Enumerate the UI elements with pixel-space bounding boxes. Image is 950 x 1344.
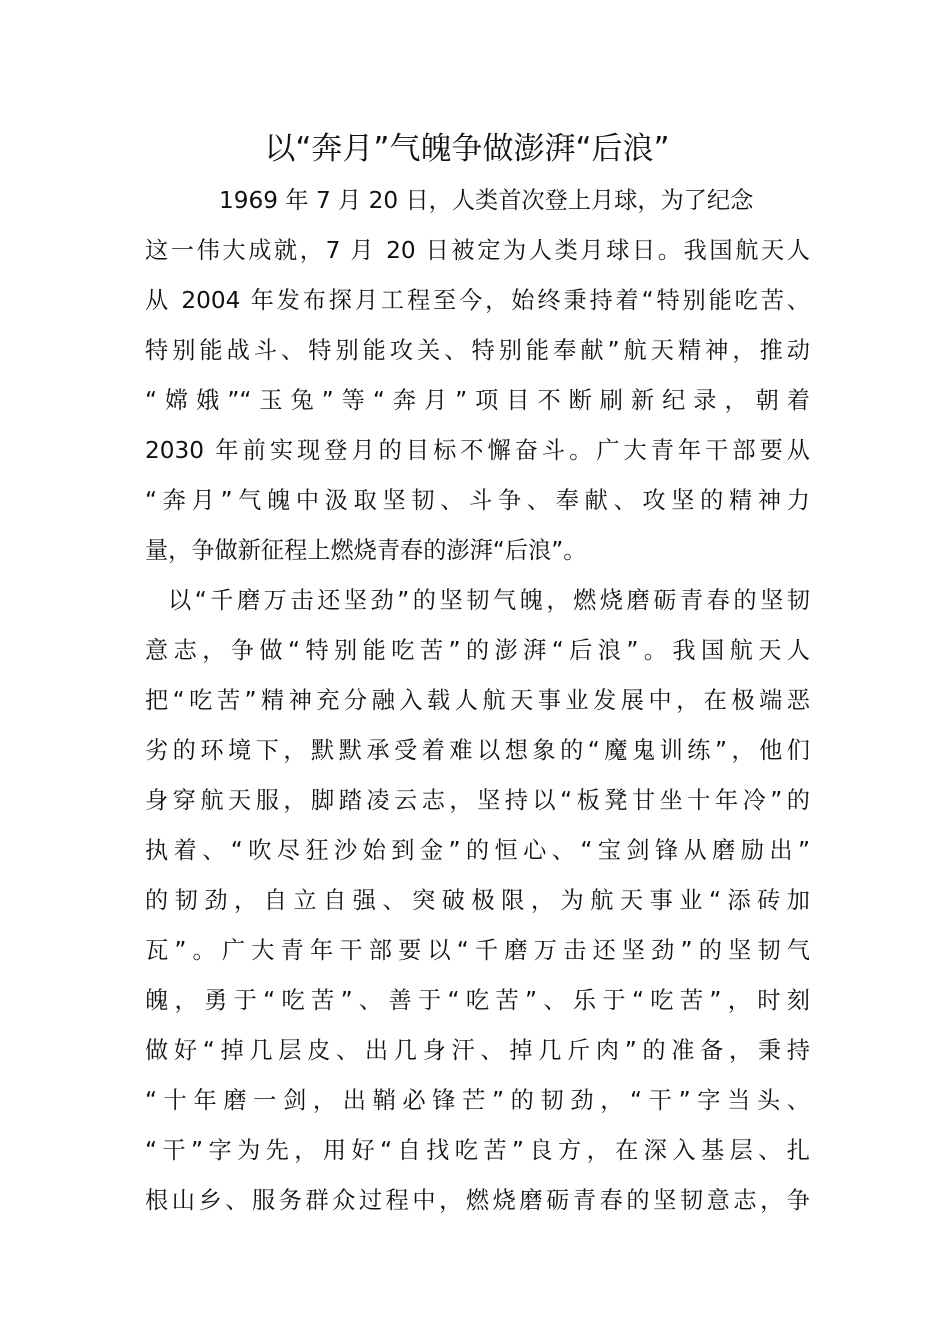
paragraph-line: 魄，勇于“吃苦”、善于“吃苦”、乐于“吃苦”，时刻: [145, 987, 810, 1014]
paragraph-line: 量，争做新征程上燃烧青春的澎湃“后浪”。: [145, 537, 587, 564]
paragraph-line: 劣的环境下，默默承受着难以想象的“魔鬼训练”，他们: [145, 737, 810, 764]
document-title: 以“奔月”气魄争做澎湃“后浪”: [264, 131, 670, 167]
paragraph-line: 特别能战斗、特别能攻关、特别能奉献”航天精神，推动: [145, 337, 810, 364]
paragraph-line: 意志，争做“特别能吃苦”的澎湃“后浪”。我国航天人: [145, 637, 810, 664]
paragraph-line: 执着、“吹尽狂沙始到金”的恒心、“宝剑锋从磨励出”: [145, 837, 810, 864]
paragraph-line: 瓦”。广大青年干部要以“千磨万击还坚劲”的坚韧气: [145, 937, 810, 964]
paragraph-line: 这一伟大成就，7 月 20 日被定为人类月球日。我国航天人: [145, 237, 810, 264]
paragraph-line: 以“千磨万击还坚劲”的坚韧气魄，燃烧磨砺青春的坚韧: [168, 587, 810, 614]
paragraph-line: 身穿航天服，脚踏凌云志，坚持以“板凳甘坐十年冷”的: [145, 787, 810, 814]
paragraph-line: “十年磨一剑，出鞘必锋芒”的韧劲，“干”字当头、: [145, 1087, 810, 1114]
paragraph-line: 根山乡、服务群众过程中，燃烧磨砺青春的坚韧意志，争: [145, 1187, 810, 1214]
paragraph-line: 做好“掉几层皮、出几身汗、掉几斤肉”的准备，秉持: [145, 1037, 810, 1064]
paragraph-line: 2030 年前实现登月的目标不懈奋斗。广大青年干部要从: [145, 437, 810, 464]
paragraph-line: “嫦娥”“玉兔”等“奔月”项目不断刷新纪录，朝着: [145, 387, 810, 414]
paragraph-line: 1969 年 7 月 20 日，人类首次登上月球，为了纪念: [219, 187, 754, 214]
paragraph-line: 把“吃苦”精神充分融入载人航天事业发展中，在极端恶: [145, 687, 810, 714]
paragraph-line: “奔月”气魄中汲取坚韧、斗争、奉献、攻坚的精神力: [145, 487, 810, 514]
paragraph-line: 从 2004 年发布探月工程至今，始终秉持着“特别能吃苦、: [145, 287, 810, 314]
paragraph-line: 的韧劲，自立自强、突破极限，为航天事业“添砖加: [145, 887, 810, 914]
paragraph-line: “干”字为先，用好“自找吃苦”良方，在深入基层、扎: [145, 1137, 810, 1164]
